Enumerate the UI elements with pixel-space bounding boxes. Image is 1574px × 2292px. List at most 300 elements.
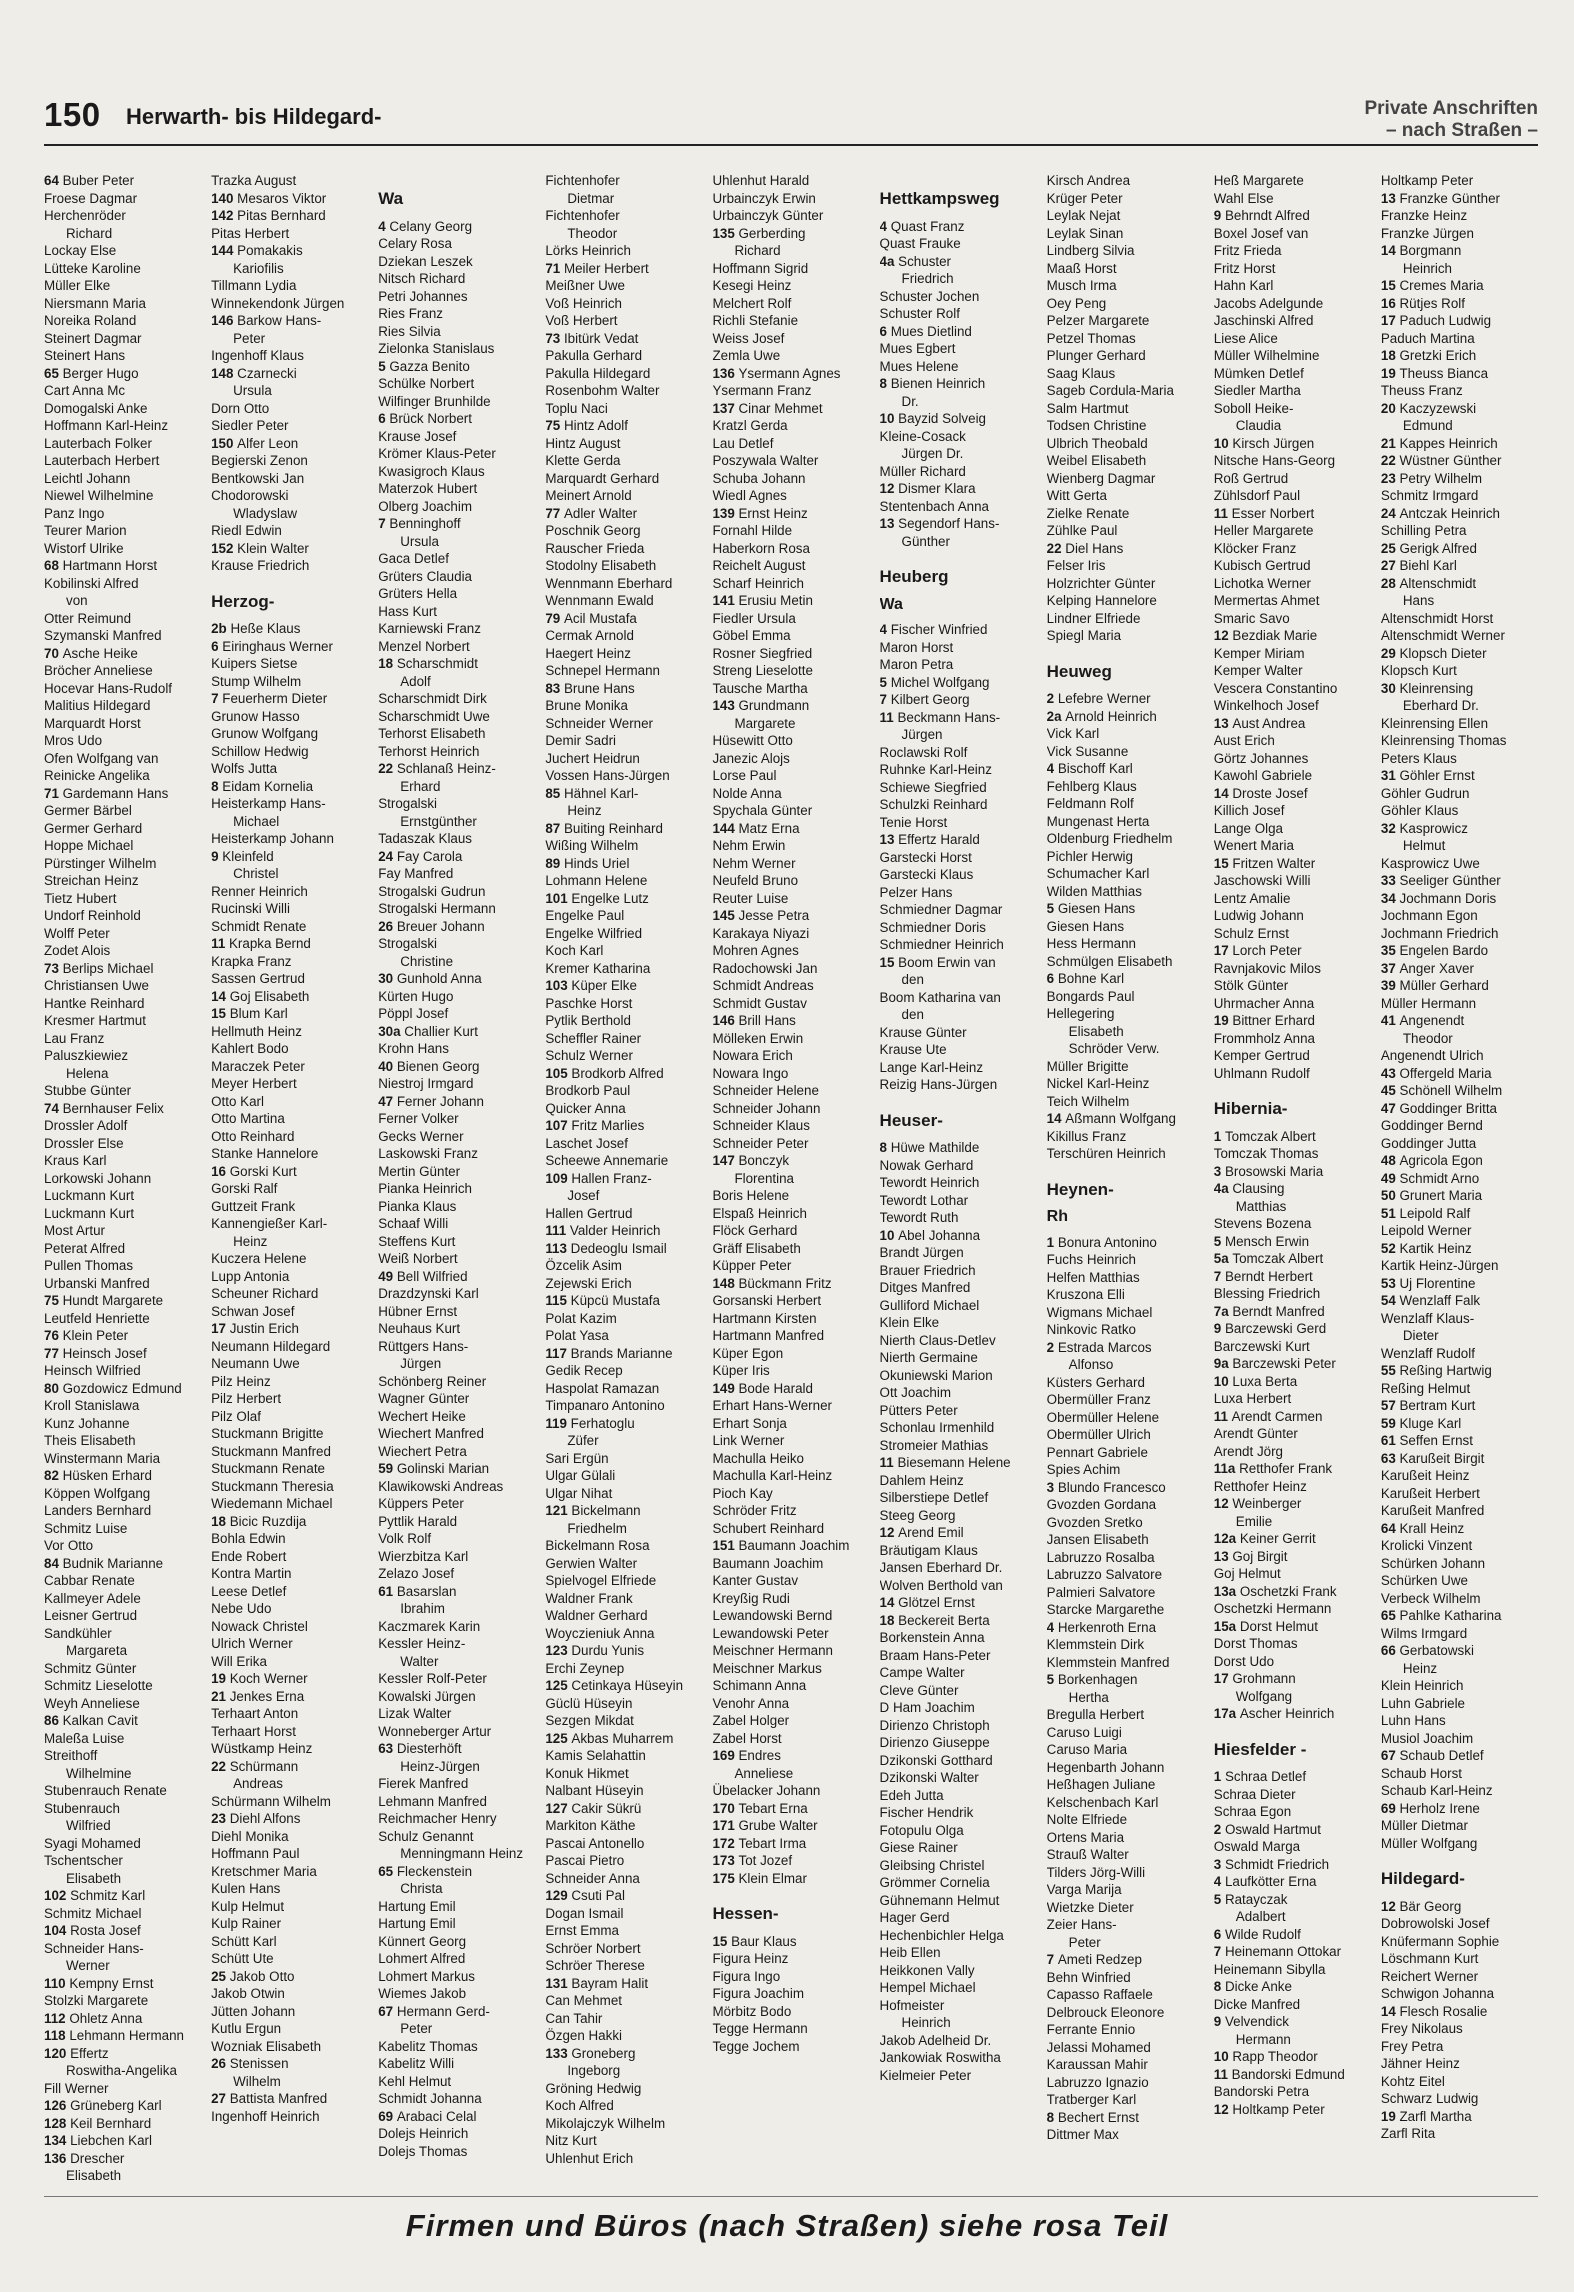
- house-number: 80: [44, 1380, 63, 1396]
- house-number: 22: [378, 761, 397, 776]
- house-number: 3: [1213, 1856, 1225, 1872]
- resident-entry: Schwigon Johanna: [1380, 1986, 1495, 2001]
- resident-entry: Heib Ellen: [879, 1945, 941, 1960]
- directory-column: [378, 172, 535, 2182]
- resident-entry: [1381, 680, 1538, 698]
- resident-name: Groneberg: [571, 2045, 636, 2061]
- resident-entry: Koch Alfred: [545, 2098, 614, 2113]
- resident-entry: Kabelitz Willi: [378, 2056, 455, 2071]
- resident-name: Uj Florentine: [1399, 1275, 1476, 1291]
- resident-entry: Terhaart Anton: [211, 1706, 299, 1721]
- resident-name: Effertz Harald: [898, 832, 980, 847]
- resident-entry: Reichelt August: [712, 558, 806, 573]
- resident-entry: [211, 312, 368, 330]
- resident-entry: Jaschinski Alfred: [1213, 313, 1314, 328]
- resident-entry: Luxa Herbert: [1213, 1391, 1292, 1406]
- resident-entry: Kehl Helmut: [378, 2073, 452, 2089]
- resident-entry: Kabelitz Thomas: [378, 2038, 478, 2054]
- resident-entry: Demir Sadri: [545, 733, 617, 748]
- resident-entry: [1214, 1768, 1371, 1786]
- resident-entry: Radochowski Jan: [712, 960, 818, 976]
- resident-entry: Schmiedner Dagmar: [879, 902, 1003, 917]
- resident-entry: Froese Dagmar: [44, 190, 138, 206]
- resident-entry: [880, 831, 1037, 849]
- resident-entry: Ferner Volker: [378, 1111, 459, 1126]
- resident-entry: [1047, 970, 1204, 988]
- house-number: 11: [1213, 1408, 1232, 1424]
- resident-entry: [211, 1758, 368, 1776]
- resident-name: Hinds Uriel: [563, 855, 630, 871]
- house-number: 83: [545, 680, 564, 696]
- resident-entry: [1381, 1082, 1538, 1100]
- resident-name: Paduch Ludwig: [1399, 313, 1492, 328]
- house-number: 23: [211, 1811, 230, 1826]
- resident-entry: Machulla Heiko: [712, 1450, 804, 1466]
- resident-entry: Ulgar Gülali: [545, 1468, 616, 1483]
- resident-entry: [1381, 1187, 1538, 1205]
- house-number: 34: [1380, 890, 1400, 906]
- resident-entry: Hartmann Manfred: [712, 1328, 825, 1343]
- resident-entry: [378, 1863, 535, 1881]
- resident-entry: Tilders Jörg-Willi: [1046, 1864, 1146, 1880]
- house-number: 14: [879, 1595, 899, 1610]
- resident-entry: [211, 1968, 368, 1986]
- resident-name: Kilbert Georg: [890, 692, 970, 707]
- resident-name: Dorst Helmut: [1239, 1618, 1318, 1634]
- resident-entry: Karußeit Manfred: [1380, 1503, 1485, 1518]
- house-number: 109: [545, 1170, 572, 1186]
- resident-entry: Lau Detlef: [712, 435, 774, 451]
- resident-entry: Flöck Gerhard: [712, 1223, 798, 1238]
- entry-continuation: Emilie: [1235, 1513, 1273, 1529]
- resident-entry: Musch Irma: [1046, 278, 1117, 293]
- resident-entry: [44, 1555, 201, 1573]
- resident-entry: Maleßa Luise: [44, 1730, 125, 1746]
- resident-entry: Tausche Martha: [712, 680, 808, 696]
- resident-entry: Pullen Thomas: [44, 1258, 134, 1273]
- resident-entry: [1381, 1275, 1538, 1293]
- resident-entry: Karußeit Heinz: [1380, 1468, 1470, 1483]
- resident-name: Feuerherm Dieter: [222, 691, 328, 706]
- resident-entry: [211, 1163, 368, 1181]
- house-number: 31: [1380, 768, 1400, 783]
- resident-entry: Goddinger Jutta: [1380, 1135, 1477, 1151]
- resident-entry: Rosenbohm Walter: [545, 383, 660, 398]
- resident-entry: Vescera Constantino: [1213, 680, 1338, 696]
- house-number: 103: [545, 978, 572, 993]
- house-number: 76: [44, 1328, 63, 1343]
- resident-entry: [378, 655, 535, 673]
- house-number: 13: [1213, 1548, 1233, 1564]
- resident-entry: Guttzeit Frank: [211, 1198, 296, 1214]
- resident-entry: Tietz Hubert: [44, 890, 117, 906]
- resident-name: Engelke Lutz: [571, 890, 649, 906]
- resident-entry: Wigmans Michael: [1046, 1304, 1153, 1320]
- resident-entry: Sari Ergün: [545, 1450, 609, 1466]
- resident-entry: [1381, 452, 1538, 470]
- resident-entry: [1214, 1233, 1371, 1251]
- house-number: 15: [1380, 278, 1400, 293]
- resident-entry: Leylak Nejat: [1046, 208, 1121, 223]
- resident-name: Mues Dietlind: [890, 323, 972, 339]
- street-heading: Heynen-: [1046, 1179, 1114, 1199]
- entry-continuation: Erhard: [400, 778, 441, 794]
- house-number: 1: [1213, 1769, 1225, 1784]
- resident-name: Dicke Anke: [1224, 1979, 1292, 1994]
- resident-entry: [44, 172, 201, 190]
- resident-name: Bohne Karl: [1057, 971, 1125, 986]
- resident-entry: [545, 2045, 702, 2063]
- resident-entry: [44, 1887, 201, 1905]
- house-number: 19: [1380, 2108, 1400, 2124]
- resident-entry: [1214, 1268, 1371, 1286]
- resident-name: Schmitz Karl: [70, 1888, 146, 1903]
- resident-entry: Campe Walter: [879, 1665, 965, 1680]
- resident-entry: Zejewski Erich: [545, 1275, 632, 1291]
- resident-entry: Musiol Joachim: [1380, 1730, 1474, 1746]
- resident-entry: Bröcher Anneliese: [44, 663, 153, 678]
- resident-entry: [211, 190, 368, 208]
- resident-entry: Dicke Manfred: [1213, 1996, 1301, 2012]
- resident-entry: Lohmert Markus: [378, 1968, 475, 1984]
- resident-entry: Theis Elisabeth: [44, 1433, 136, 1448]
- house-number: 146: [712, 1013, 739, 1028]
- resident-entry: [1381, 1152, 1538, 1170]
- resident-entry: Ries Silvia: [378, 323, 441, 339]
- resident-entry: Krolicki Vinzent: [1380, 1538, 1473, 1553]
- resident-entry: Fritz Horst: [1213, 260, 1276, 276]
- house-number: 3: [1046, 1479, 1058, 1495]
- resident-entry: [378, 1268, 535, 1286]
- resident-entry: Mörbitz Bodo: [712, 2003, 792, 2019]
- resident-name: Giesen Hans: [1057, 901, 1136, 916]
- resident-entry: Zielonka Stanislaus: [378, 341, 495, 356]
- house-number: 13: [1380, 190, 1400, 206]
- resident-entry: Hartung Emil: [378, 1898, 456, 1914]
- house-number: 13: [879, 832, 899, 847]
- resident-entry: [1381, 890, 1538, 908]
- resident-entry: [1214, 1460, 1371, 1478]
- house-number: 3: [1213, 1163, 1225, 1179]
- resident-entry: Schuster Rolf: [879, 306, 960, 321]
- resident-entry: Kürten Hugo: [378, 988, 454, 1004]
- resident-entry: [1214, 627, 1371, 645]
- resident-entry: Wenert Maria: [1213, 838, 1294, 853]
- resident-entry: [880, 691, 1037, 709]
- resident-entry: [211, 1688, 368, 1706]
- resident-entry: Meischner Markus: [712, 1660, 822, 1676]
- resident-entry: Krüger Peter: [1046, 190, 1123, 206]
- resident-entry: Krause Friedrich: [211, 558, 310, 573]
- house-number: 12: [1213, 2101, 1233, 2117]
- resident-entry: [1214, 1926, 1371, 1944]
- resident-entry: Bickelmann Rosa: [545, 1538, 650, 1553]
- resident-entry: Capasso Raffaele: [1046, 1987, 1153, 2002]
- resident-entry: Krapka Franz: [211, 953, 292, 969]
- resident-name: Valder Heinrich: [569, 1223, 661, 1238]
- resident-entry: Karakaya Niyazi: [712, 925, 810, 941]
- resident-name: Kluge Karl: [1399, 1415, 1462, 1431]
- house-number: 70: [44, 645, 63, 661]
- resident-entry: Pütters Peter: [879, 1402, 958, 1418]
- resident-name: Berger Hugo: [62, 365, 139, 381]
- resident-name: Hallen Franz-: [571, 1170, 652, 1186]
- resident-name: Csuti Pal: [571, 1888, 625, 1903]
- resident-entry: [211, 638, 368, 656]
- entry-continuation: Züfer: [567, 1433, 599, 1448]
- resident-entry: [1214, 1618, 1371, 1636]
- resident-entry: Verbeck Wilhelm: [1380, 1590, 1481, 1606]
- resident-name: Oschetzki Frank: [1239, 1583, 1337, 1599]
- resident-entry: [378, 970, 535, 988]
- resident-name: Arend Emil: [898, 1525, 964, 1540]
- resident-name: Akbas Muharrem: [571, 1730, 674, 1746]
- resident-entry: [880, 709, 1037, 727]
- resident-entry: Jütten Johann: [211, 2003, 296, 2019]
- resident-entry: Stubenrauch: [44, 1800, 120, 1816]
- resident-entry: Cleve Günter: [879, 1682, 959, 1698]
- resident-entry: Müller Dietmar: [1380, 1818, 1468, 1833]
- resident-name: Velvendick: [1224, 2014, 1289, 2029]
- resident-entry: [1214, 1012, 1371, 1030]
- house-number: 125: [545, 1678, 572, 1693]
- resident-entry: Schürken Johann: [1380, 1555, 1486, 1571]
- entry-continuation: Friedhelm: [567, 1520, 627, 1536]
- resident-entry: [1047, 540, 1204, 558]
- resident-entry: Streng Lieselotte: [712, 663, 813, 678]
- resident-name: Küper Elke: [571, 978, 637, 993]
- house-number: 137: [712, 400, 739, 416]
- resident-name: Theuss Bianca: [1399, 365, 1489, 381]
- resident-entry: Brune Monika: [545, 698, 628, 713]
- resident-entry: Bandorski Petra: [1213, 2084, 1310, 2099]
- resident-entry: Pilz Heinz: [211, 1373, 271, 1389]
- house-number: 21: [1380, 435, 1400, 451]
- resident-entry: Dittmer Max: [1046, 2127, 1119, 2142]
- resident-entry: Gedik Recep: [545, 1363, 623, 1378]
- resident-entry: Mues Helene: [879, 358, 959, 374]
- resident-entry: Pytlik Berthold: [545, 1013, 631, 1028]
- house-number: 52: [1380, 1240, 1400, 1256]
- resident-entry: Lauterbach Herbert: [44, 453, 160, 468]
- resident-entry: Jankowiak Roswitha: [879, 2050, 1001, 2065]
- resident-entry: Wierzbitza Karl: [378, 1548, 469, 1564]
- resident-entry: Steinert Hans: [44, 348, 126, 363]
- resident-entry: Malitius Hildegard: [44, 698, 151, 713]
- resident-name: Weinberger: [1232, 1496, 1302, 1511]
- resident-entry: Felser Iris: [1046, 558, 1106, 573]
- resident-entry: [545, 890, 702, 908]
- resident-entry: Pitas Herbert: [211, 225, 290, 241]
- resident-entry: Urbainczyk Günter: [712, 208, 824, 223]
- resident-entry: Holzrichter Günter: [1046, 575, 1156, 591]
- resident-entry: Gerwien Walter: [545, 1555, 638, 1571]
- resident-name: Beckmann Hans-: [897, 709, 1001, 725]
- resident-entry: [1214, 435, 1371, 453]
- resident-entry: Kannengießer Karl-: [211, 1216, 328, 1231]
- house-number: 7: [879, 692, 891, 707]
- house-number: 75: [545, 418, 564, 433]
- resident-entry: Fehlberg Klaus: [1046, 778, 1137, 794]
- entry-continuation: Wilhelmine: [66, 1765, 132, 1781]
- resident-entry: Brauer Friedrich: [879, 1262, 976, 1278]
- resident-name: Kleinfeld: [222, 848, 274, 864]
- resident-entry: Lohmann Helene: [545, 873, 648, 888]
- resident-entry: Schmidt Johanna: [378, 2091, 482, 2106]
- house-number: 67: [1380, 1748, 1400, 1763]
- resident-entry: Klawikowski Andreas: [378, 1478, 504, 1494]
- resident-entry: [211, 848, 368, 866]
- resident-entry: [1214, 505, 1371, 523]
- resident-name: Brück Norbert: [389, 411, 472, 426]
- house-number: 9: [1213, 2014, 1225, 2029]
- resident-entry: Winstermann Maria: [44, 1450, 161, 1466]
- house-number: 12: [879, 481, 899, 496]
- resident-entry: Koch Karl: [545, 943, 604, 958]
- resident-entry: Hocevar Hans-Rudolf: [44, 680, 173, 696]
- resident-entry: Oey Peng: [1046, 295, 1107, 311]
- resident-name: Ratayczak: [1224, 1891, 1288, 1907]
- house-number: 11: [1213, 2066, 1232, 2082]
- resident-entry: Renner Heinrich: [211, 883, 308, 899]
- resident-entry: Lichotka Werner: [1213, 575, 1312, 591]
- resident-entry: Ulrich Werner: [211, 1636, 293, 1651]
- resident-entry: [712, 697, 869, 715]
- resident-entry: [1047, 690, 1204, 708]
- resident-entry: [211, 1320, 368, 1338]
- resident-entry: Braam Hans-Peter: [879, 1647, 991, 1663]
- resident-entry: Hess Hermann: [1046, 936, 1136, 951]
- resident-entry: Heisterkamp Hans-: [211, 796, 326, 811]
- house-number: 11: [879, 709, 898, 725]
- entry-continuation: Margarete: [734, 715, 796, 731]
- house-number: 12: [879, 1525, 899, 1540]
- house-number: 4: [378, 218, 390, 234]
- resident-entry: Kallmeyer Adele: [44, 1590, 141, 1606]
- resident-entry: Retthofer Heinz: [1213, 1478, 1307, 1494]
- resident-entry: Küper Iris: [712, 1363, 770, 1378]
- resident-entry: Palmieri Salvatore: [1046, 1584, 1156, 1600]
- resident-entry: Dogan Ismail: [545, 1905, 624, 1921]
- resident-name: Battista Manfred: [229, 2091, 328, 2106]
- resident-name: Kaczyzewski: [1399, 400, 1477, 416]
- resident-entry: Pennart Gabriele: [1046, 1444, 1148, 1460]
- resident-entry: Kelschenbach Karl: [1046, 1794, 1159, 1810]
- resident-entry: Terhorst Elisabeth: [378, 726, 486, 741]
- house-number: 63: [1380, 1450, 1400, 1466]
- resident-entry: Küper Egon: [712, 1345, 784, 1361]
- resident-entry: Gecks Werner: [378, 1128, 464, 1144]
- resident-entry: Fichtenhofer: [545, 208, 620, 223]
- house-number: 5a: [1213, 1251, 1233, 1266]
- house-number: 14: [1380, 243, 1400, 258]
- resident-entry: Urbanski Manfred: [44, 1275, 150, 1291]
- resident-entry: [1047, 1619, 1204, 1637]
- resident-name: Keiner Gerrit: [1239, 1531, 1316, 1546]
- resident-name: Flesch Rosalie: [1399, 2003, 1488, 2019]
- resident-entry: Hager Gerd: [879, 1910, 950, 1925]
- resident-name: Brosowski Maria: [1224, 1163, 1324, 1179]
- resident-name: Gardemann Hans: [62, 785, 169, 801]
- resident-entry: Altenschmidt Horst: [1380, 610, 1494, 626]
- resident-entry: Küppers Peter: [378, 1496, 464, 1511]
- house-number: 17: [1213, 1671, 1233, 1686]
- resident-name: Biehl Karl: [1399, 558, 1457, 573]
- resident-entry: Figura Joachim: [712, 1986, 804, 2001]
- resident-name: Goj Birgit: [1232, 1548, 1288, 1564]
- resident-entry: Nierth Claus-Detlev: [879, 1332, 996, 1348]
- resident-name: Durdu Yunis: [571, 1643, 645, 1658]
- resident-entry: Pakulla Hildegard: [545, 365, 651, 381]
- entry-continuation: Hertha: [1068, 1689, 1109, 1705]
- resident-entry: Schneider Klaus: [712, 1118, 810, 1133]
- resident-name: Hartmann Horst: [62, 558, 158, 573]
- resident-name: Eiringhaus Werner: [222, 638, 333, 654]
- resident-name: Angenendt: [1399, 1013, 1465, 1028]
- resident-entry: Konuk Hikmet: [545, 1765, 629, 1781]
- resident-entry: Wiechert Petra: [378, 1443, 467, 1459]
- house-number: 171: [712, 1818, 739, 1833]
- resident-name: Bischoff Karl: [1057, 761, 1133, 776]
- resident-entry: Juchert Heidrun: [545, 750, 640, 766]
- resident-name: Kleinrensing: [1399, 680, 1474, 696]
- resident-entry: [1381, 557, 1538, 575]
- resident-entry: [44, 1327, 201, 1345]
- resident-entry: [1381, 767, 1538, 785]
- resident-entry: Dolejs Thomas: [378, 2143, 468, 2159]
- house-number: 148: [211, 365, 238, 381]
- resident-entry: Frey Nikolaus: [1380, 2021, 1463, 2036]
- resident-name: Blundo Francesco: [1057, 1479, 1166, 1495]
- resident-entry: Jakob Otwin: [211, 1986, 285, 2001]
- house-number: 29: [1380, 645, 1400, 661]
- resident-name: Gazza Benito: [389, 358, 470, 374]
- resident-entry: Krohn Hans: [378, 1041, 449, 1056]
- resident-entry: Hegenbarth Johann: [1046, 1759, 1165, 1775]
- resident-entry: Stodolny Elisabeth: [545, 558, 657, 573]
- resident-entry: [1381, 1432, 1538, 1450]
- resident-entry: Wiechert Manfred: [378, 1426, 484, 1441]
- resident-name: Schraa Detlef: [1224, 1769, 1307, 1784]
- resident-entry: [1381, 190, 1538, 208]
- resident-entry: Tschentscher: [44, 1853, 123, 1868]
- resident-entry: Göbel Emma: [712, 628, 791, 643]
- resident-entry: Zabel Horst: [712, 1730, 782, 1746]
- resident-entry: Scharf Heinrich: [712, 575, 804, 591]
- resident-name: Berndt Herbert: [1224, 1268, 1313, 1284]
- resident-entry: Schneider Johann: [712, 1100, 821, 1116]
- resident-entry: Jakob Adelheid Dr.: [879, 2032, 992, 2048]
- resident-entry: [44, 1292, 201, 1310]
- resident-entry: Mikolajczyk Wilhelm: [545, 2115, 666, 2131]
- house-number: 37: [1380, 960, 1400, 976]
- resident-entry: Figura Heinz: [712, 1951, 789, 1966]
- resident-entry: Strogalski: [378, 936, 438, 951]
- resident-entry: Boom Katharina van: [879, 989, 1001, 1005]
- resident-entry: [1047, 1671, 1204, 1689]
- resident-entry: Begierski Zenon: [211, 453, 308, 468]
- resident-entry: Franzke Jürgen: [1380, 225, 1474, 241]
- resident-entry: Krause Josef: [378, 428, 457, 444]
- resident-entry: [712, 820, 869, 838]
- resident-name: Fay Carola: [396, 848, 463, 864]
- resident-entry: Teich Wilhelm: [1046, 1093, 1130, 1109]
- resident-entry: Göhler Klaus: [1380, 803, 1459, 818]
- resident-name: Kartik Heinz: [1399, 1240, 1472, 1256]
- resident-name: Bienen Georg: [396, 1058, 480, 1074]
- resident-name: Bicic Ruzdija: [229, 1513, 307, 1529]
- resident-entry: Kohtz Eitel: [1380, 2073, 1445, 2089]
